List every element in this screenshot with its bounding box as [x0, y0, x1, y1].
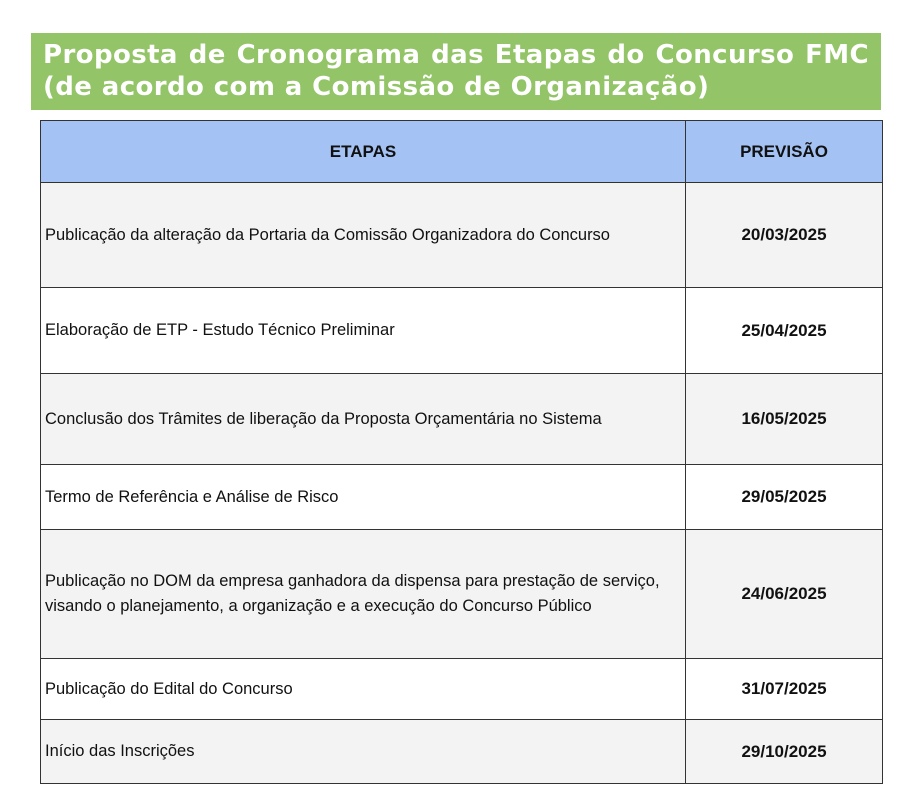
title-banner [31, 33, 881, 110]
stage-cell: Início das Inscrições [41, 720, 686, 784]
table-row [41, 465, 883, 530]
schedule-table [40, 120, 883, 784]
column-header-etapas: ETAPAS [41, 121, 686, 183]
date-cell: 20/03/2025 [686, 183, 883, 288]
table-row [41, 288, 883, 374]
date-cell: 24/06/2025 [686, 530, 883, 659]
table-header-row [41, 121, 883, 183]
stage-cell: Publicação da alteração da Portaria da Comissão Organizadora do Concurso [41, 183, 686, 288]
table-row [41, 659, 883, 720]
table-row [41, 374, 883, 465]
table-row [41, 183, 883, 288]
date-cell: 29/10/2025 [686, 720, 883, 784]
stage-cell: Conclusão dos Trâmites de liberação da Proposta Orçamentária no Sistema [41, 374, 686, 465]
page-title-line-2: (de acordo com a Comissão de Organização) [43, 72, 710, 102]
date-cell: 29/05/2025 [686, 465, 883, 530]
page-title-line-1: Proposta de Cronograma das Etapas do Concurso FMC [43, 40, 869, 70]
stage-cell: Publicação do Edital do Concurso [41, 659, 686, 720]
stage-cell: Publicação no DOM da empresa ganhadora da dispensa para prestação de serviço, visando o planejamento, a organização e a execução do Concurso Público [41, 530, 686, 659]
table-row [41, 720, 883, 784]
table-row [41, 530, 883, 659]
stage-cell: Elaboração de ETP - Estudo Técnico Preliminar [41, 288, 686, 374]
column-header-previsao: PREVISÃO [686, 121, 883, 183]
date-cell: 16/05/2025 [686, 374, 883, 465]
stage-cell: Termo de Referência e Análise de Risco [41, 465, 686, 530]
date-cell: 31/07/2025 [686, 659, 883, 720]
date-cell: 25/04/2025 [686, 288, 883, 374]
